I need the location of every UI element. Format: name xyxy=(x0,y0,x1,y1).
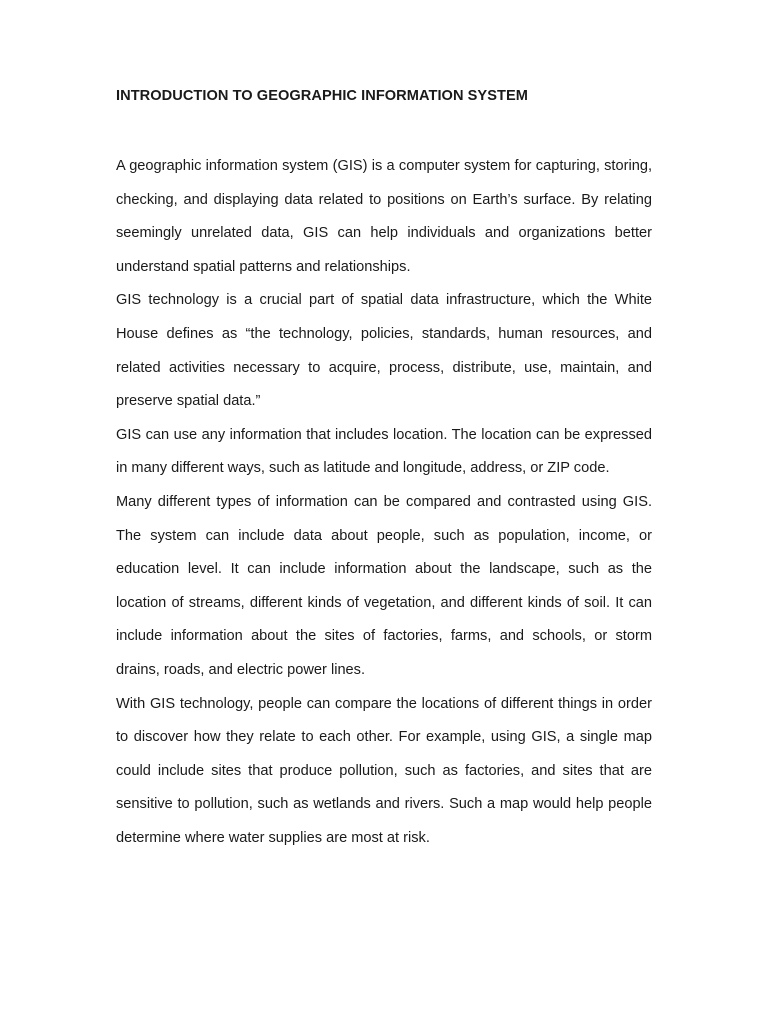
paragraph-location-data: GIS can use any information that includes location. The location can be expressed in many different ways, such as latitude and longitude, address, or ZIP code. xyxy=(116,426,652,477)
paragraph-spatial-infrastructure: GIS technology is a crucial part of spatial data infrastructure, which the White House defines as “the technology, policies, standards, human resources, and related activities necessary to acquire, process, distribute, use, maintain, and preserve spatial data.” xyxy=(116,292,652,410)
paragraph-gis-definition: A geographic information system (GIS) is a computer system for capturing, storing, checking, and displaying data related to positions on Earth’s surface. By relating seemingly unrelated data, GIS can help individuals and organizations better understand spatial patterns and relationships. xyxy=(116,158,652,275)
document-body xyxy=(116,150,652,855)
paragraph-information-types: Many different types of information can be compared and contrasted using GIS. The system can include data about people, such as population, income, or education level. It can include information about the landscape, such as the location of streams, different kinds of vegetation, and different kinds of soil. It can include information about the sites of factories, farms, and schools, or storm drains, roads, and electric power lines. xyxy=(116,493,652,678)
document-page xyxy=(116,84,652,855)
document-title: INTRODUCTION TO GEOGRAPHIC INFORMATION SYSTEM xyxy=(116,88,528,104)
paragraph-comparing-locations: With GIS technology, people can compare the locations of different things in order to discover how they relate to each other. For example, using GIS, a single map could include sites that produce pollution, such as factories, and sites that are sensitive to pollution, such as wetlands and rivers. Such a map would help people determine where water supplies are most at risk. xyxy=(116,695,652,846)
